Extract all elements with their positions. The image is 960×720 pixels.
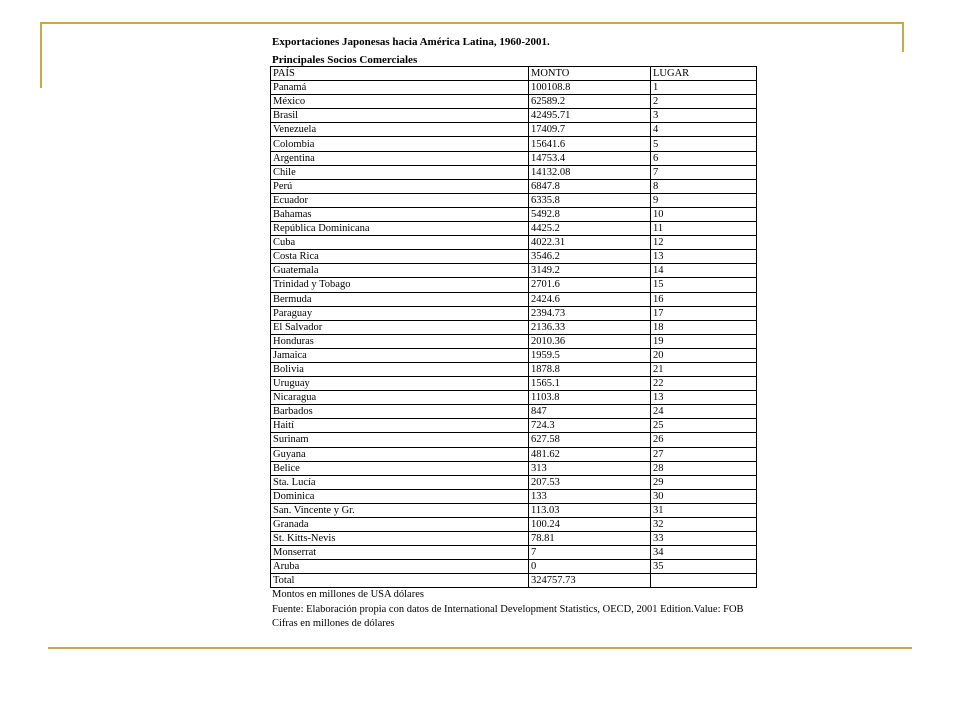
document-body (270, 36, 760, 631)
cell-rank: 22 (651, 377, 757, 391)
cell-country: Aruba (271, 560, 529, 574)
cell-rank (651, 574, 757, 588)
table-row (271, 475, 757, 489)
document-title: Exportaciones Japonesas hacia América Latina, 1960-2001. (272, 36, 550, 48)
table-row (271, 320, 757, 334)
cell-amount: 5492.8 (529, 207, 651, 221)
cell-amount: 1565.1 (529, 377, 651, 391)
cell-country: Guatemala (271, 264, 529, 278)
cell-amount: 100108.8 (529, 81, 651, 95)
cell-amount: 14132.08 (529, 165, 651, 179)
cell-country: San. Vincente y Gr. (271, 503, 529, 517)
cell-country: St. Kitts-Nevis (271, 532, 529, 546)
cell-amount: 0 (529, 560, 651, 574)
table-row (271, 405, 757, 419)
table-row (271, 546, 757, 560)
column-header-amount: MONTO (529, 67, 651, 81)
document-subtitle: Principales Socios Comerciales (272, 54, 418, 66)
cell-amount: 100.24 (529, 518, 651, 532)
cell-rank: 14 (651, 264, 757, 278)
table-row (271, 433, 757, 447)
cell-amount: 15641.6 (529, 137, 651, 151)
cell-amount: 2010.36 (529, 334, 651, 348)
cell-rank: 27 (651, 447, 757, 461)
cell-amount: 1959.5 (529, 348, 651, 362)
cell-rank: 17 (651, 306, 757, 320)
table-row (271, 306, 757, 320)
table-row (271, 377, 757, 391)
table-row (271, 348, 757, 362)
cell-amount: 207.53 (529, 475, 651, 489)
cell-amount: 3149.2 (529, 264, 651, 278)
cell-rank: 26 (651, 433, 757, 447)
cell-rank: 20 (651, 348, 757, 362)
cell-country: Perú (271, 179, 529, 193)
cell-country: Colombia (271, 137, 529, 151)
cell-country: Monserrat (271, 546, 529, 560)
table-row (271, 391, 757, 405)
table-row (271, 264, 757, 278)
cell-country: Nicaragua (271, 391, 529, 405)
cell-country: Bahamas (271, 207, 529, 221)
cell-country: Barbados (271, 405, 529, 419)
table-row (271, 503, 757, 517)
cell-amount: 2424.6 (529, 292, 651, 306)
frame-left-line (40, 22, 42, 88)
cell-country: Uruguay (271, 377, 529, 391)
cell-country: Ecuador (271, 193, 529, 207)
cell-rank: 12 (651, 236, 757, 250)
cell-rank: 30 (651, 489, 757, 503)
cell-amount: 324757.73 (529, 574, 651, 588)
cell-country: Venezuela (271, 123, 529, 137)
cell-country: Dominica (271, 489, 529, 503)
frame-right-line (902, 22, 904, 52)
table-row (271, 95, 757, 109)
cell-rank: 9 (651, 193, 757, 207)
table-row (271, 532, 757, 546)
cell-country: Bolivia (271, 362, 529, 376)
table-row (271, 447, 757, 461)
cell-country: Brasil (271, 109, 529, 123)
table-row (271, 574, 757, 588)
cell-amount: 313 (529, 461, 651, 475)
cell-amount: 1878.8 (529, 362, 651, 376)
cell-rank: 1 (651, 81, 757, 95)
frame-bottom-line (48, 647, 912, 649)
cell-rank: 8 (651, 179, 757, 193)
table-row (271, 362, 757, 376)
cell-rank: 34 (651, 546, 757, 560)
note-figures: Cifras en millones de dólares (272, 617, 395, 629)
cell-amount: 14753.4 (529, 151, 651, 165)
cell-country: Argentina (271, 151, 529, 165)
cell-country: República Dominicana (271, 222, 529, 236)
table-notes (272, 588, 760, 631)
cell-rank: 5 (651, 137, 757, 151)
table-row (271, 461, 757, 475)
table-row (271, 151, 757, 165)
cell-rank: 4 (651, 123, 757, 137)
cell-amount: 17409.7 (529, 123, 651, 137)
cell-amount: 4022.31 (529, 236, 651, 250)
cell-country: El Salvador (271, 320, 529, 334)
cell-country: Chile (271, 165, 529, 179)
cell-amount: 133 (529, 489, 651, 503)
cell-rank: 16 (651, 292, 757, 306)
partners-table-body (271, 67, 757, 588)
cell-rank: 35 (651, 560, 757, 574)
cell-rank: 28 (651, 461, 757, 475)
cell-amount: 627.58 (529, 433, 651, 447)
cell-country: Surinam (271, 433, 529, 447)
cell-rank: 13 (651, 250, 757, 264)
cell-country: Total (271, 574, 529, 588)
table-row (271, 292, 757, 306)
cell-amount: 847 (529, 405, 651, 419)
cell-rank: 10 (651, 207, 757, 221)
cell-country: Granada (271, 518, 529, 532)
cell-country: Costa Rica (271, 250, 529, 264)
cell-country: Guyana (271, 447, 529, 461)
cell-rank: 6 (651, 151, 757, 165)
table-row (271, 222, 757, 236)
table-row (271, 334, 757, 348)
cell-country: México (271, 95, 529, 109)
frame-top-line (40, 22, 904, 24)
cell-amount: 78.81 (529, 532, 651, 546)
table-row (271, 489, 757, 503)
note-units: Montos en millones de USA dólares (272, 589, 424, 601)
cell-country: Paraguay (271, 306, 529, 320)
cell-rank: 33 (651, 532, 757, 546)
cell-rank: 21 (651, 362, 757, 376)
note-source: Fuente: Elaboración propia con datos de International Development Statistics, OECD, 2001 Edition.Value: FOB (272, 603, 744, 615)
column-header-rank: LUGAR (651, 67, 757, 81)
cell-amount: 2701.6 (529, 278, 651, 292)
cell-amount: 6847.8 (529, 179, 651, 193)
cell-amount: 42495.71 (529, 109, 651, 123)
table-row (271, 419, 757, 433)
table-row (271, 123, 757, 137)
cell-country: Belice (271, 461, 529, 475)
cell-rank: 11 (651, 222, 757, 236)
cell-amount: 4425.2 (529, 222, 651, 236)
table-row (271, 193, 757, 207)
cell-amount: 113.03 (529, 503, 651, 517)
cell-country: Haití (271, 419, 529, 433)
cell-rank: 2 (651, 95, 757, 109)
cell-country: Sta. Lucía (271, 475, 529, 489)
table-row (271, 109, 757, 123)
cell-amount: 62589.2 (529, 95, 651, 109)
cell-rank: 15 (651, 278, 757, 292)
cell-amount: 7 (529, 546, 651, 560)
table-row (271, 278, 757, 292)
cell-country: Cuba (271, 236, 529, 250)
cell-rank: 19 (651, 334, 757, 348)
cell-amount: 2136.33 (529, 320, 651, 334)
cell-rank: 24 (651, 405, 757, 419)
cell-rank: 25 (651, 419, 757, 433)
cell-rank: 29 (651, 475, 757, 489)
table-row (271, 560, 757, 574)
cell-rank: 18 (651, 320, 757, 334)
column-header-country: PAÍS (271, 67, 529, 81)
table-row (271, 81, 757, 95)
table-row (271, 236, 757, 250)
table-row (271, 250, 757, 264)
cell-country: Bermuda (271, 292, 529, 306)
table-row (271, 179, 757, 193)
table-row (271, 137, 757, 151)
cell-country: Panamá (271, 81, 529, 95)
cell-rank: 3 (651, 109, 757, 123)
cell-amount: 6335.8 (529, 193, 651, 207)
cell-amount: 3546.2 (529, 250, 651, 264)
partners-table (270, 66, 757, 588)
cell-amount: 724.3 (529, 419, 651, 433)
cell-amount: 2394.73 (529, 306, 651, 320)
cell-country: Jamaica (271, 348, 529, 362)
cell-rank: 13 (651, 391, 757, 405)
table-header-row (271, 67, 757, 81)
cell-rank: 7 (651, 165, 757, 179)
cell-amount: 481.62 (529, 447, 651, 461)
cell-rank: 31 (651, 503, 757, 517)
table-row (271, 518, 757, 532)
cell-country: Trinidad y Tobago (271, 278, 529, 292)
cell-amount: 1103.8 (529, 391, 651, 405)
cell-country: Honduras (271, 334, 529, 348)
table-row (271, 165, 757, 179)
cell-rank: 32 (651, 518, 757, 532)
table-row (271, 207, 757, 221)
